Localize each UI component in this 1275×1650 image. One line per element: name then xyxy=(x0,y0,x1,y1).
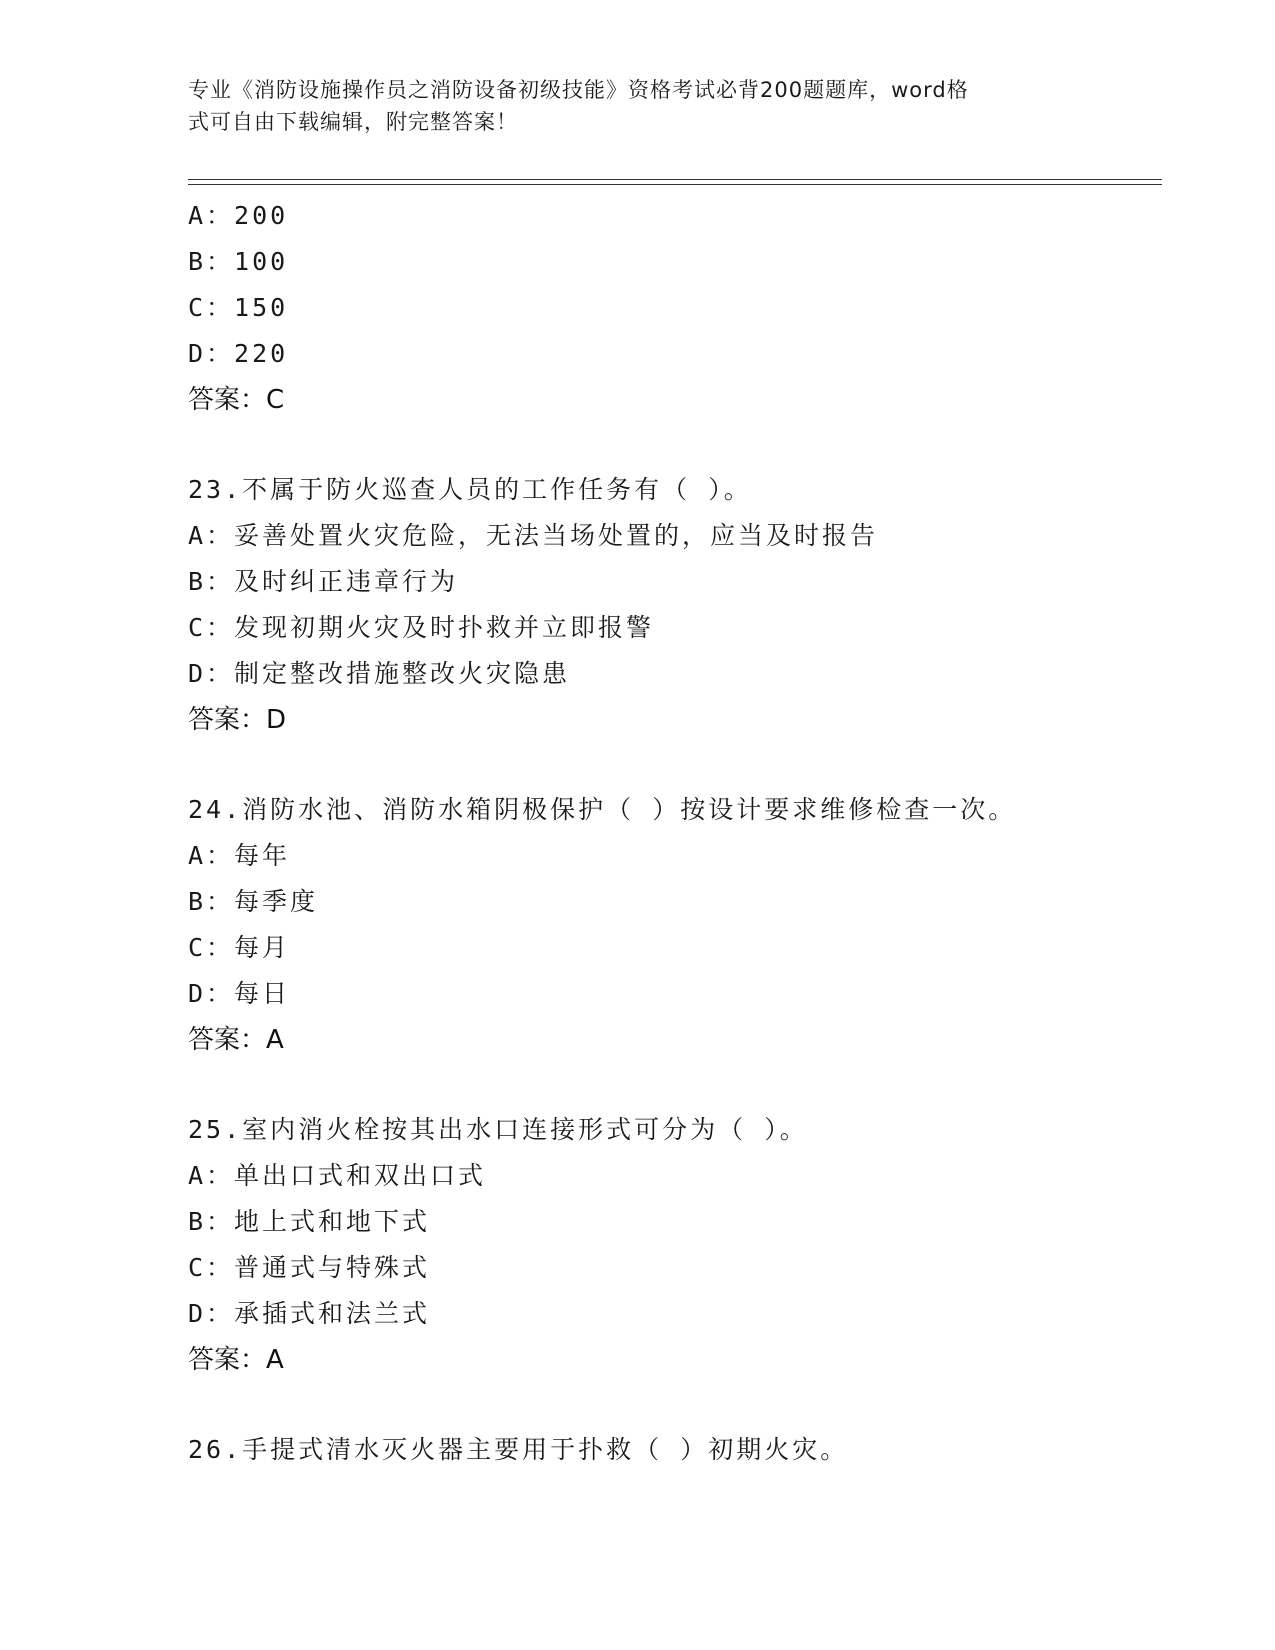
option-c: C：发现初期火灾及时扑救并立即报警 xyxy=(188,613,655,642)
answer-line: 答案：D xyxy=(188,705,287,735)
header-line-1: 专业《消防设施操作员之消防设备初级技能》资格考试必背200题题库，word格 xyxy=(188,78,969,102)
header-divider-bottom xyxy=(188,184,1162,185)
question-23 xyxy=(188,467,1162,743)
question-stem: 25.室内消火栓按其出水口连接形式可分为（ ）。 xyxy=(188,1115,808,1144)
option-a: A：每年 xyxy=(188,841,291,870)
question-stem: 26.手提式清水灭火器主要用于扑救（ ）初期火灾。 xyxy=(188,1435,849,1464)
option-d: D：制定整改措施整改火灾隐患 xyxy=(188,659,571,688)
option-b: B：地上式和地下式 xyxy=(188,1207,431,1236)
option-d: D：承插式和法兰式 xyxy=(188,1299,431,1328)
answer-line: 答案：A xyxy=(188,1345,284,1375)
header-line-2: 式可自由下载编辑，附完整答案！ xyxy=(188,110,518,134)
question-list xyxy=(188,193,1162,1473)
option-a: A：200 xyxy=(188,201,289,230)
question-stem: 23.不属于防火巡查人员的工作任务有（ ）。 xyxy=(188,475,752,504)
header-divider-top xyxy=(188,179,1162,180)
option-d: D：每日 xyxy=(188,979,291,1008)
option-b: B：每季度 xyxy=(188,887,319,916)
question-22 xyxy=(188,193,1162,423)
option-a: A：单出口式和双出口式 xyxy=(188,1161,487,1190)
document-header xyxy=(188,74,1088,138)
option-c: C：150 xyxy=(188,293,289,322)
option-b: B：及时纠正违章行为 xyxy=(188,567,459,596)
question-25 xyxy=(188,1107,1162,1383)
answer-line: 答案：C xyxy=(188,385,285,415)
option-a: A：妥善处置火灾危险，无法当场处置的，应当及时报告 xyxy=(188,521,879,550)
answer-line: 答案：A xyxy=(188,1025,284,1055)
question-stem: 24.消防水池、消防水箱阴极保护（ ）按设计要求维修检查一次。 xyxy=(188,795,1017,824)
question-26 xyxy=(188,1427,1162,1473)
option-c: C：每月 xyxy=(188,933,291,962)
option-c: C：普通式与特殊式 xyxy=(188,1253,431,1282)
question-24 xyxy=(188,787,1162,1063)
option-d: D：220 xyxy=(188,339,289,368)
option-b: B：100 xyxy=(188,247,289,276)
